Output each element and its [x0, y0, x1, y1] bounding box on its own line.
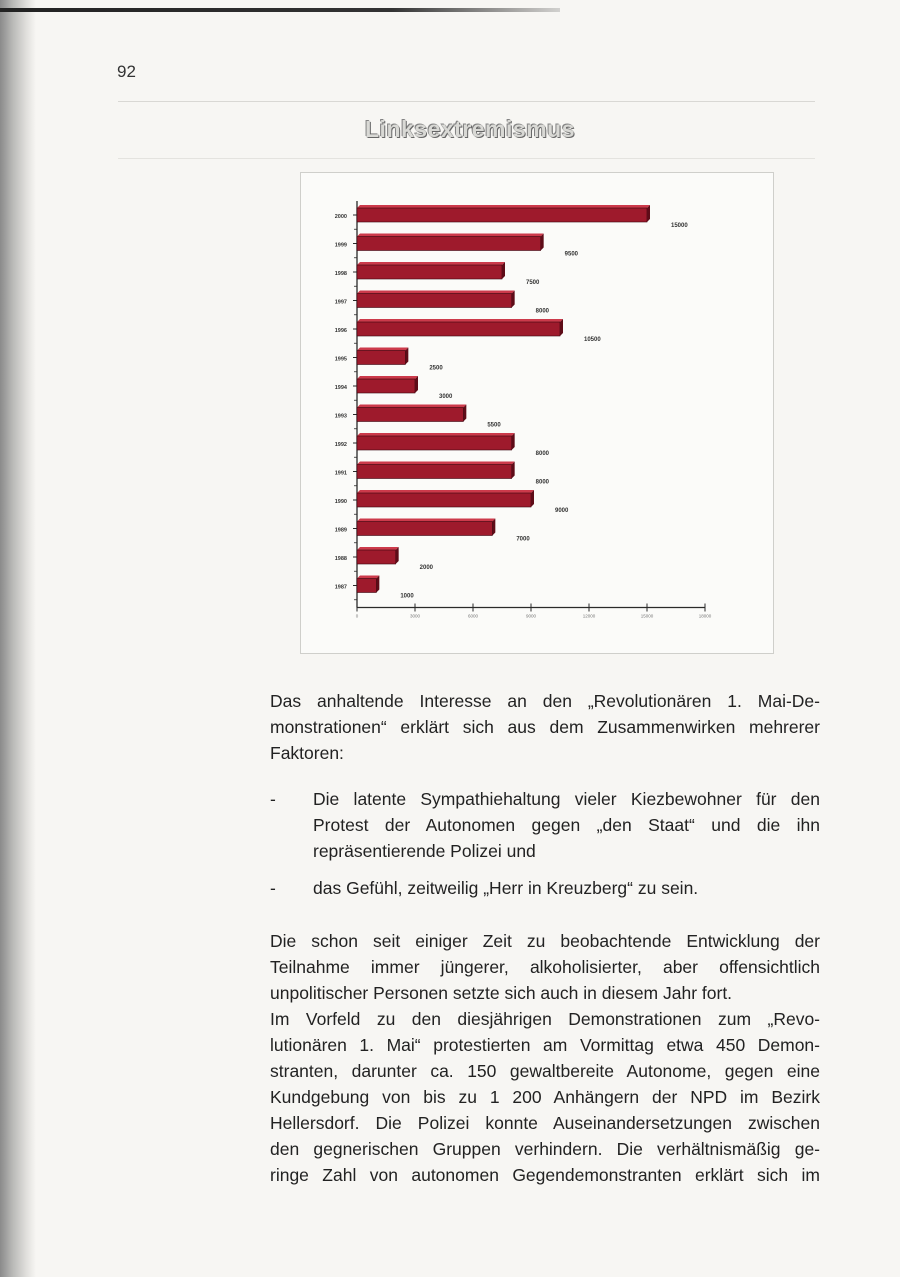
data-label: 2000 — [419, 565, 434, 571]
data-label: 1000 — [400, 593, 414, 600]
bar-side — [512, 291, 515, 308]
bar-side — [512, 462, 515, 479]
paragraph-intro — [270, 688, 820, 766]
bar-top — [357, 405, 466, 408]
x-tick-label: 15000 — [640, 613, 654, 619]
bar-chart — [300, 172, 774, 654]
bullet-line: das Gefühl, zeitweilig „Herr in Kreuzberg“ zu sein. — [313, 878, 699, 898]
category-label: 1995 — [334, 356, 347, 363]
bar-top — [357, 519, 495, 522]
bar-top — [357, 376, 418, 379]
paragraph-main — [270, 928, 820, 1188]
category-label: 1998 — [334, 271, 347, 277]
paragraph-intro-line: Faktoren: — [270, 743, 344, 763]
bar-top — [357, 205, 650, 208]
bullet-text — [313, 786, 820, 864]
bar — [357, 493, 531, 507]
category-label: 1990 — [334, 499, 347, 505]
paragraph-main-line: Kundgebung von bis zu 1 200 Anhängern der NPD im Bezirk — [270, 1087, 820, 1107]
section-title: Linksextremismus — [365, 116, 575, 142]
bar — [357, 208, 647, 222]
paragraph-main-line: stranten, darunter ca. 150 gewaltbereite Autonome, gegen eine — [270, 1061, 820, 1081]
paragraph-main-line: Hellersdorf. Die Polizei konnte Auseinandersetzungen zwischen — [270, 1113, 820, 1133]
bar — [357, 265, 502, 279]
paragraph-main-line: Die schon seit einiger Zeit zu beobachtende Entwicklung der — [270, 931, 820, 951]
category-label: 1992 — [334, 442, 347, 448]
bar-side — [560, 319, 563, 336]
category-label: 1996 — [334, 328, 347, 334]
bar-top — [357, 576, 379, 579]
bar-top — [357, 547, 399, 550]
bar-side — [502, 262, 505, 279]
bar-top — [357, 234, 544, 237]
bar — [357, 550, 396, 564]
bar — [357, 322, 560, 336]
bullet-dash: - — [270, 789, 276, 809]
bar-side — [531, 490, 534, 507]
paragraph-main-line: Im Vorfeld zu den diesjährigen Demonstrationen zum „Revo- — [270, 1009, 820, 1029]
x-tick-label: 0 — [355, 613, 359, 619]
book-spine-shadow — [0, 0, 36, 1277]
top-rule — [0, 8, 560, 12]
paragraph-main-line: lutionären 1. Mai“ protestierten am Vormittag etwa 450 Demon- — [270, 1035, 820, 1055]
bullet-text — [313, 875, 820, 901]
x-tick-label: 3000 — [409, 613, 421, 619]
category-label: 1999 — [334, 242, 347, 249]
bullet-line: Protest der Autonomen gegen „den Staat“ und die ihn — [313, 815, 820, 835]
data-label: 7500 — [526, 280, 540, 286]
data-label: 8000 — [535, 479, 550, 486]
data-label: 8000 — [535, 451, 550, 457]
bullet-line: Die latente Sympathiehaltung vieler Kiezbewohner für den — [313, 789, 820, 809]
data-label: 9000 — [555, 508, 569, 514]
x-tick-label: 9000 — [525, 613, 537, 619]
bar — [357, 408, 463, 422]
data-label: 3000 — [439, 394, 453, 400]
bullet-dash: - — [270, 878, 276, 898]
category-label: 1993 — [334, 413, 347, 420]
category-label: 1991 — [334, 470, 347, 477]
x-tick-label: 18000 — [698, 613, 712, 619]
category-label: 1987 — [334, 584, 347, 591]
category-label: 1997 — [334, 299, 347, 306]
bar-chart-svg — [301, 173, 773, 653]
data-label: 5500 — [487, 422, 501, 429]
category-label: 1994 — [334, 385, 347, 391]
bullet-line: repräsentierende Polizei und — [313, 841, 536, 861]
category-label: 1988 — [334, 556, 347, 562]
header-divider-lower — [118, 158, 815, 159]
data-label: 10500 — [584, 337, 601, 343]
bar-top — [357, 433, 515, 436]
bar-top — [357, 490, 534, 493]
bar — [357, 522, 492, 536]
bar — [357, 436, 512, 450]
bar — [357, 351, 405, 365]
bar — [357, 294, 512, 308]
header-divider — [118, 101, 815, 102]
bar-side — [541, 234, 544, 251]
bar-side — [415, 376, 418, 393]
category-label: 2000 — [334, 214, 347, 220]
paragraph-intro-line: Das anhaltende Interesse an den „Revolutionären 1. Mai-De- — [270, 691, 820, 711]
category-label: 1989 — [334, 527, 347, 534]
data-label: 2500 — [429, 365, 443, 372]
bar — [357, 579, 376, 593]
bar — [357, 379, 415, 393]
paragraph-main-line: ringe Zahl von autonomen Gegendemonstranten erklärt sich im — [270, 1165, 820, 1185]
paragraph-main-line: den gegnerischen Gruppen verhindern. Die verhältnismäßig ge- — [270, 1139, 820, 1159]
bar-top — [357, 262, 505, 265]
data-label: 15000 — [671, 223, 688, 229]
bar-top — [357, 291, 515, 294]
data-label: 8000 — [535, 308, 550, 315]
paragraph-main-line: unpolitischer Personen setzte sich auch in diesem Jahr fort. — [270, 983, 733, 1003]
x-tick-label: 6000 — [467, 613, 479, 619]
bar-side — [405, 348, 408, 365]
paragraph-intro-line: monstrationen“ erklärt sich aus dem Zusammenwirken mehrerer — [270, 717, 820, 737]
bar-side — [512, 433, 515, 450]
paragraph-main-line: Teilnahme immer jüngerer, alkoholisierter, aber offensichtlich — [270, 957, 820, 977]
bar-top — [357, 348, 408, 351]
x-tick-label: 12000 — [582, 613, 596, 619]
bar-top — [357, 462, 515, 465]
page-number: 92 — [117, 62, 136, 81]
bar-top — [357, 319, 563, 322]
bar-side — [376, 576, 379, 593]
bar — [357, 237, 541, 251]
data-label: 7000 — [516, 536, 530, 543]
data-label: 9500 — [564, 251, 579, 258]
bar — [357, 465, 512, 479]
bar-side — [647, 205, 650, 222]
